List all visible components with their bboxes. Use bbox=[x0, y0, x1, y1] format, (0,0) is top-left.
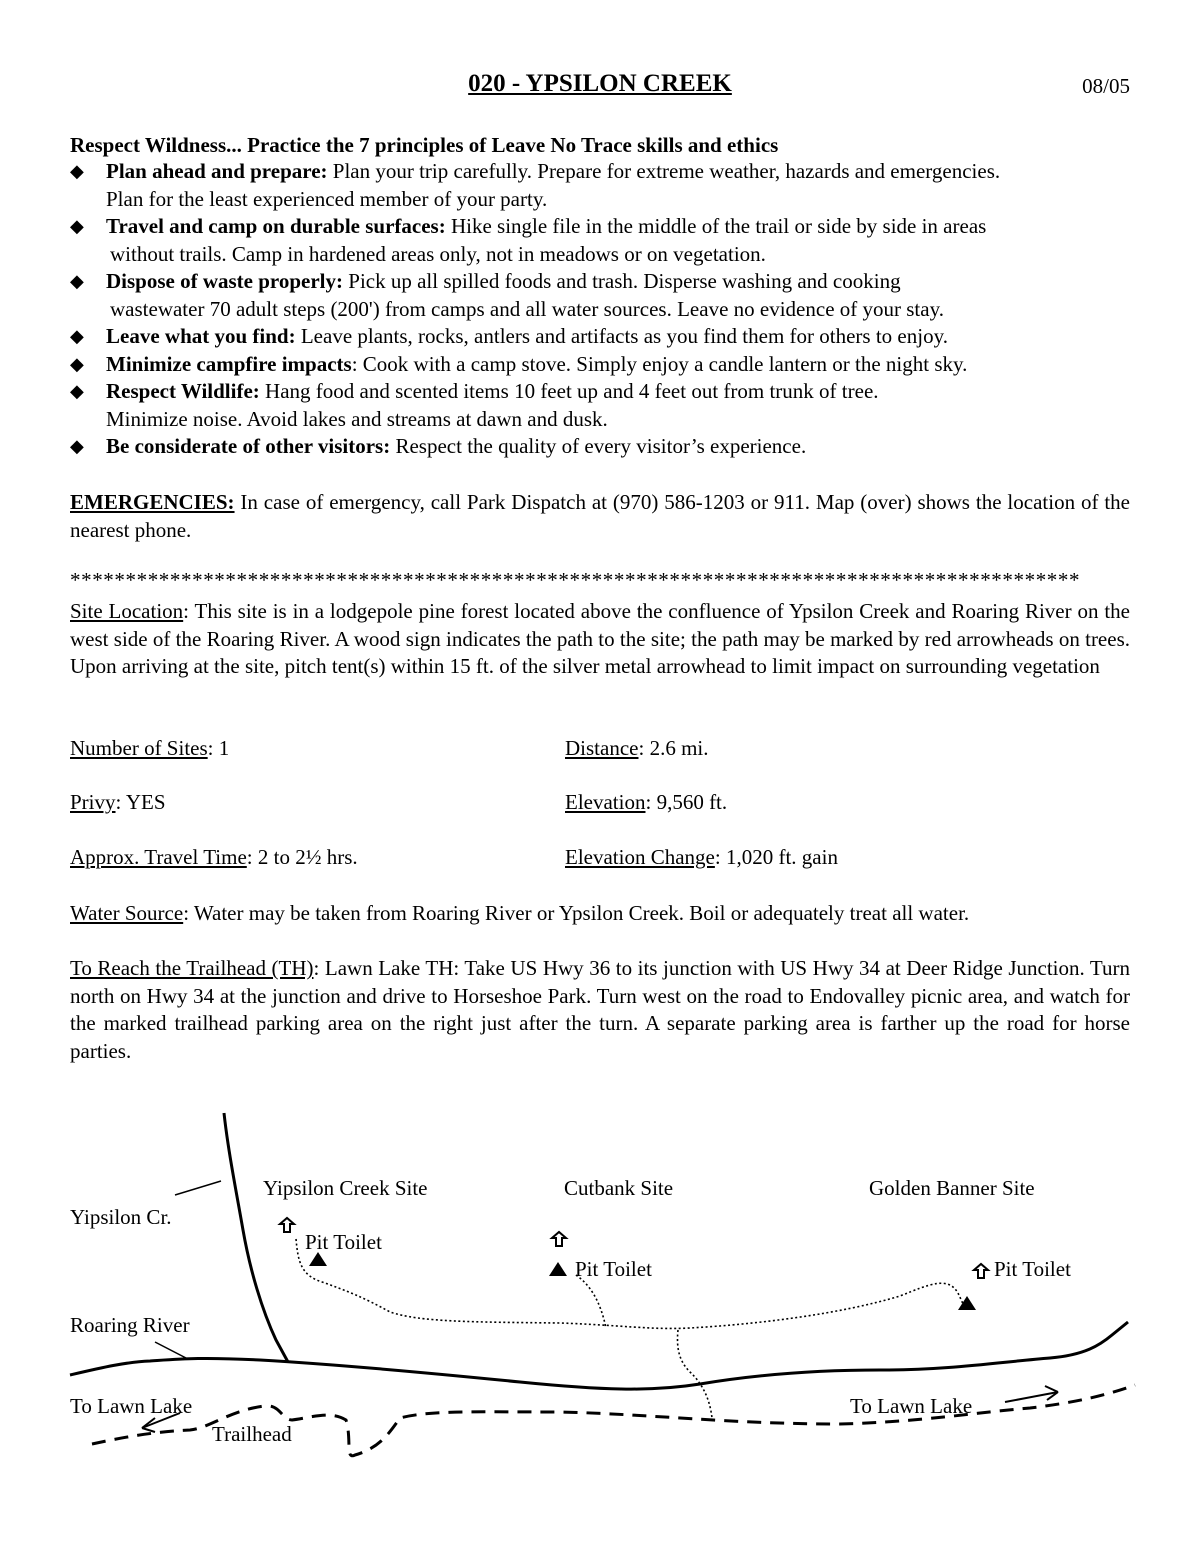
golden-banner-site-label: Golden Banner Site bbox=[869, 1176, 1035, 1200]
site-location-text: : This site is in a lodgepole pine forest located above the confluence of Ypsilon Creek and Roaring River on the west side of the Roaring River. A wood sign indicates the path to the site; the path may be marked by red arrowheads on trees. Upon arriving at the site, pitch tent(s) within 15 ft. of the silver metal arrowhead to limit impact on surrounding vegetation bbox=[70, 599, 1130, 678]
page-title: 020 - YPSILON CREEK bbox=[468, 70, 732, 97]
lnt-principle bbox=[70, 158, 1140, 213]
travel-time-label: Approx. Travel Time bbox=[70, 845, 247, 869]
diamond-bullet-icon: ◆ bbox=[70, 353, 84, 374]
principle-text: Hike single file in the middle of the trail or side by side in areas bbox=[445, 214, 987, 238]
emergencies-paragraph bbox=[70, 489, 1130, 544]
trailhead-label: To Reach the Trailhead (TH) bbox=[70, 956, 314, 980]
lnt-principle bbox=[70, 433, 1140, 461]
diamond-bullet-icon: ◆ bbox=[70, 161, 84, 181]
diamond-bullet-icon: ◆ bbox=[70, 271, 84, 291]
principle-continuation: Minimize noise. Avoid lakes and streams at dawn and dusk. bbox=[106, 406, 608, 431]
asterisk-separator: ******************************************************************************************* bbox=[70, 568, 1081, 592]
privy bbox=[70, 790, 166, 815]
diamond-bullet-icon: ◆ bbox=[70, 381, 84, 401]
travel-time bbox=[70, 845, 358, 870]
principle-text: Leave plants, rocks, antlers and artifacts as you find them for others to enjoy. bbox=[295, 324, 948, 348]
principle-continuation: wastewater 70 adult steps (200') from camps and all water sources. Leave no evidence of your stay. bbox=[110, 296, 944, 321]
principle-label: Minimize campfire impacts bbox=[106, 351, 352, 376]
principle-label: Respect Wildlife: bbox=[106, 379, 260, 403]
roaring-river-label-leader bbox=[155, 1342, 186, 1358]
ypsilon-label-leader bbox=[175, 1181, 221, 1195]
principle-label: Travel and camp on durable surfaces: bbox=[106, 214, 446, 238]
privy-value: : YES bbox=[115, 790, 166, 814]
ypsilon-creek-line bbox=[224, 1113, 288, 1362]
roaring-river-label: Roaring River bbox=[70, 1313, 190, 1337]
principle-label: Dispose of waste properly: bbox=[106, 269, 344, 293]
principle-label: Leave what you find: bbox=[106, 324, 296, 348]
site-trail-dotted bbox=[296, 1239, 964, 1328]
distance bbox=[565, 736, 709, 761]
elevation-change bbox=[565, 845, 838, 870]
elevation-label: Elevation bbox=[565, 790, 646, 814]
lnt-principles-list bbox=[70, 158, 1140, 461]
principle-continuation: Plan for the least experienced member of your party. bbox=[106, 186, 548, 211]
lnt-principle bbox=[70, 268, 1140, 323]
ypsilon-creek-label: Yipsilon Cr. bbox=[70, 1205, 172, 1229]
distance-value: : 2.6 mi. bbox=[638, 736, 709, 760]
principle-text: Hang food and scented items 10 feet up and 4 feet out from trunk of tree. bbox=[259, 379, 879, 403]
emergencies-text: In case of emergency, call Park Dispatch at (970) 586-1203 or 911. Map (over) shows the location of the nearest phone. bbox=[70, 490, 1130, 542]
privy-arrow-icon bbox=[974, 1264, 988, 1278]
revision-date: 08/05 bbox=[1082, 74, 1130, 98]
trailhead-label: Trailhead bbox=[212, 1422, 292, 1446]
elevation-change-label: Elevation Change bbox=[565, 845, 715, 869]
diamond-bullet-icon: ◆ bbox=[70, 216, 84, 236]
privy-arrow-icon bbox=[280, 1218, 294, 1232]
roaring-river-line bbox=[70, 1322, 1128, 1389]
principle-continuation: without trails. Camp in hardened areas only, not in meadows or on vegetation. bbox=[110, 241, 766, 266]
sites-label: Number of Sites bbox=[70, 736, 208, 760]
sites-value: : 1 bbox=[207, 736, 230, 760]
travel-time-value: : 2 to 2½ hrs. bbox=[246, 845, 358, 869]
diamond-bullet-icon: ◆ bbox=[70, 326, 84, 346]
emergencies-label: EMERGENCIES: bbox=[70, 490, 235, 514]
lnt-heading: Respect Wildness... Practice the 7 principles of Leave No Trace skills and ethics bbox=[70, 133, 779, 157]
elevation-change-value: : 1,020 ft. gain bbox=[714, 845, 838, 869]
to-lawn-lake-left-label: To Lawn Lake bbox=[70, 1394, 193, 1418]
principle-label: Plan ahead and prepare: bbox=[106, 159, 328, 183]
to-lawn-lake-right-label: To Lawn Lake bbox=[850, 1394, 973, 1418]
cutbank-site-label: Cutbank Site bbox=[564, 1176, 674, 1200]
privy-arrow-icon bbox=[552, 1232, 566, 1246]
distance-label: Distance bbox=[565, 736, 639, 760]
lnt-principle bbox=[70, 351, 1140, 379]
trailhead-text: : Lawn Lake TH: Take US Hwy 36 to its junction with US Hwy 34 at Deer Ridge Junction. Turn north on Hwy 34 at the junction and drive to Horseshoe Park. Turn west on the road to Endovalley picnic area, and watch for the marked trailhead parking area on the right just after the turn. A separate parking area is farther up the road for horse parties. bbox=[70, 956, 1130, 1063]
pit-toilet-label: Pit Toilet bbox=[994, 1257, 1071, 1281]
principle-text: : Cook with a camp stove. Simply enjoy a candle lantern or the night sky. bbox=[351, 351, 968, 376]
water-source-text: : Water may be taken from Roaring River or Ypsilon Creek. Boil or adequately treat all water. bbox=[183, 901, 970, 925]
number-of-sites bbox=[70, 736, 229, 761]
elevation-value: : 9,560 ft. bbox=[645, 790, 728, 814]
pit-toilet-label: Pit Toilet bbox=[575, 1257, 652, 1281]
connector-trail bbox=[678, 1330, 713, 1418]
lnt-principle bbox=[70, 213, 1140, 268]
site-location-label: Site Location bbox=[70, 599, 184, 623]
elevation bbox=[565, 790, 727, 815]
water-source-paragraph bbox=[70, 900, 1130, 928]
lnt-principle bbox=[70, 378, 1140, 433]
pit-toilet-label: Pit Toilet bbox=[305, 1230, 382, 1254]
privy-label: Privy bbox=[70, 790, 116, 814]
principle-label: Be considerate of other visitors: bbox=[106, 434, 391, 458]
site-location-paragraph bbox=[70, 598, 1130, 681]
ypsilon-creek-site-label: Yipsilon Creek Site bbox=[263, 1176, 428, 1200]
site-map bbox=[0, 1100, 1200, 1500]
principle-text: Plan your trip carefully. Prepare for extreme weather, hazards and emergencies. bbox=[327, 159, 1001, 183]
principle-text: Respect the quality of every visitor’s experience. bbox=[390, 434, 807, 458]
diamond-bullet-icon: ◆ bbox=[70, 436, 84, 456]
trailhead-paragraph bbox=[70, 955, 1130, 1065]
cutbank-spur-trail bbox=[576, 1275, 606, 1328]
water-source-label: Water Source bbox=[70, 901, 184, 925]
campsite-triangle-icon bbox=[549, 1262, 567, 1276]
lnt-principle bbox=[70, 323, 1140, 351]
principle-text: Pick up all spilled foods and trash. Disperse washing and cooking bbox=[343, 269, 901, 293]
